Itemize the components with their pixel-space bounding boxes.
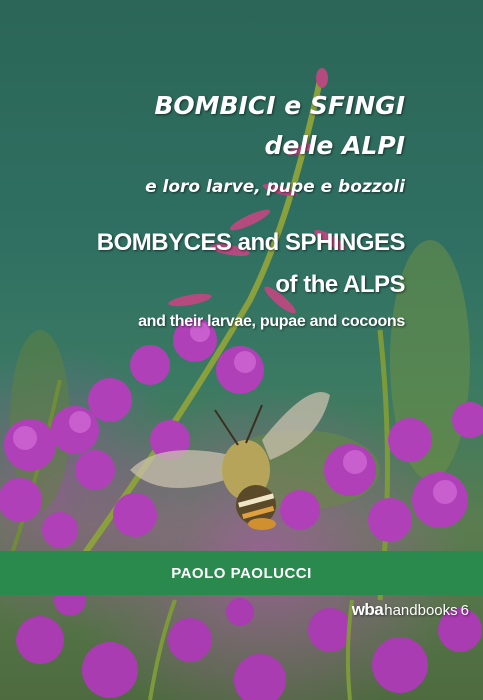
author-name: PAOLO PAOLUCCI — [171, 564, 312, 582]
moth-wing-left — [130, 450, 230, 488]
title-english-line1: BOMBYCES and SPHINGES — [96, 229, 405, 256]
subtitle-italian: e loro larve, pupe e bozzoli — [145, 177, 405, 197]
author-band — [0, 551, 483, 595]
subtitle-english: and their larvae, pupae and cocoons — [138, 313, 405, 330]
title-english-line2: of the ALPS — [275, 271, 405, 298]
title-block — [97, 90, 405, 332]
series-number: 6 — [460, 602, 469, 619]
title-italian-line1: BOMBICI e SFINGI — [154, 91, 405, 120]
publisher-mark — [352, 600, 469, 620]
series-name: handbooks — [384, 602, 458, 619]
title-italian-line2: delle ALPI — [264, 131, 405, 160]
publisher-logo: wba — [351, 600, 384, 619]
